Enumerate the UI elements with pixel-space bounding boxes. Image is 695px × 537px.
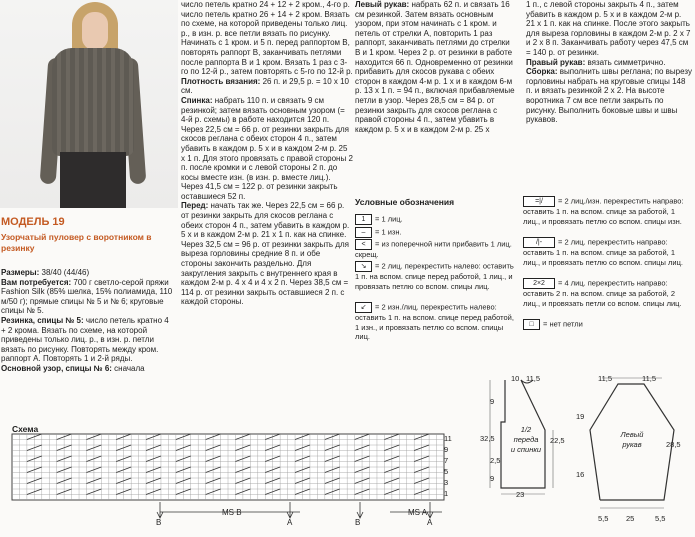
sleeve-right-285: 28,5 (666, 440, 681, 449)
legend-title: Условные обозначения (355, 197, 455, 207)
paragraph (181, 201, 353, 307)
paragraph (1, 278, 173, 316)
paragraph-heading: Перед: (181, 201, 209, 211)
paragraph-text: сначала (111, 363, 145, 373)
front-left-325: 32,5 (480, 434, 495, 443)
front-top-m: 11,5 (526, 374, 541, 383)
paragraph-heading: Вам потребуется: (1, 277, 72, 287)
paragraph-text: 1 п., с левой стороны закрыть 4 п., затем убавить в каждом р. 5 х и в каждом 2-м р. 21 х 1 п. как на спинке. После этого закрыть для выреза горловины в каждом 2-м р. 2 х 7 и 2 х 8 п. Заканчивать работу через 47,5 см = 140 р. от резинки. (526, 0, 691, 57)
sleeve-bottom-m: 25 (626, 514, 635, 523)
paragraph (526, 58, 692, 68)
label-ms-a: MS A (408, 508, 428, 517)
sleeve-top-r: 11,5 (642, 374, 657, 383)
legend-text: = из поперечной нити прибавить 1 лиц. скрещ. (355, 239, 512, 259)
row-number: 1 (444, 489, 449, 498)
paragraph-heading: Резинка, спицы № 5: (1, 315, 84, 325)
label-a-mid: A (287, 518, 293, 527)
front-right-225: 22,5 (550, 436, 565, 445)
text-col-3 (355, 0, 517, 134)
legend-symbol: /|- (523, 237, 555, 248)
sleeve-bottom-r: 5,5 (655, 514, 666, 523)
legend-text: = нет петли (543, 319, 583, 329)
legend-symbol: □ (523, 319, 540, 330)
legend-text: = 2 лиц. перекрестить направо: оставить 1 п. на вспом. спице за работой, 1 лиц., и провязать петлю со вспом. спицы лиц. (523, 237, 683, 267)
legend-item (355, 227, 519, 238)
text-col-2 (181, 0, 353, 307)
legend-symbol: ↙ (355, 302, 372, 313)
model-title: МОДЕЛЬ 19 (1, 216, 65, 228)
paragraph-text: 26 п. и 29,5 р. = 10 х 10 см. (181, 76, 349, 96)
front-bottom-9: 9 (490, 474, 495, 483)
paragraph-text: выполнить швы реглана; по вырезу горловины набрать на круговые спицы 148 п. и вязать резинкой 2 х 2. На высоте воротника 7 см все петли закрыть по рисунку. Выполнить боковые швы и швы рукавов. (526, 67, 692, 125)
paragraph-heading: Сборка: (526, 67, 558, 77)
paragraph-heading: Левый рукав: (355, 0, 410, 9)
paragraph-text: число петель кратно 4 + 2 крома. Вязать по схеме, на которой приведены только лиц. р., в изн. р. петли вязать по рисунку. Повторять между кром. раппорт А. Повторять 1 и 2-й ряды. (1, 315, 169, 364)
label-ms-b: MS B (222, 508, 242, 517)
sleeve-mid-label: Левый рукав (620, 430, 644, 449)
legend-item (523, 319, 691, 330)
paragraph-text: 700 г светло-серой пряжи Fashion Silk (85% шелка, 15% полиамида, 110 м/50 г); прямые спицы № 5 и № 6; круговые спицы № 5. (1, 277, 173, 316)
legend-symbol: 1 (355, 214, 372, 225)
legend-symbol: – (355, 227, 372, 238)
row-number: 5 (444, 467, 449, 476)
legend-item (355, 239, 519, 260)
label-a-right: A (427, 518, 433, 527)
legend-item (523, 196, 691, 226)
legend-item (355, 302, 519, 342)
paragraph (526, 0, 692, 58)
model-subtitle: Узорчатый пуловер с воротником в резинку (1, 232, 152, 253)
paragraph (1, 268, 173, 278)
paragraph (1, 364, 173, 374)
front-top-l: 10 (511, 374, 520, 383)
paragraph (181, 77, 353, 96)
legend-symbol: < (355, 239, 372, 250)
row-number: 3 (444, 478, 449, 487)
legend-text: = 2 лиц. перекрестить налево: оставить 1 п. на вспом. спице перед работой, 1 лиц., и провязать петлю со вспом. спицы лиц. (355, 261, 514, 291)
legend-text: = 4 лиц. перекрестить направо: оставить 2 п. на вспом. спице за работой, 2 лиц., и провязать петли со вспом. спицы лиц. (523, 278, 682, 308)
row-number: 9 (444, 445, 449, 454)
sleeve-left-16: 16 (576, 470, 585, 479)
legend-symbol: ↘ (355, 261, 372, 272)
paragraph-heading: Правый рукав: (526, 57, 586, 67)
legend-item (523, 278, 691, 308)
paragraph-heading: Основной узор, спицы № 6: (1, 363, 112, 373)
label-b-right: B (355, 518, 361, 527)
legend-text: = 1 лиц. (375, 214, 403, 224)
row-number: 11 (444, 434, 452, 443)
paragraph-text: вязать симметрично. (585, 57, 666, 67)
paragraph-text: набрать 110 п. и связать 9 см резинкой; затем вязать основным узором (= 4-й р. схемы) в работе находится 120 п. Через 22,5 см = 66 р. от резинки закрыть для скосов реглана с обеих сторон 4 п., затем убавить в каждом р. 5 х и в каждом 2-м р. 25 х 1 п. Для этого провязать с правой стороны 2 п. после кромки и с левой стороны 2 п. до косы вместе изн. (в изн. р. вместе лиц.). Через 41,5 см = 122 р. от резинки закрыть оставшиеся 52 п. (181, 95, 353, 201)
legend-item (355, 214, 519, 225)
front-left-25: 2,5 (490, 456, 501, 465)
paragraph-text: набрать 62 п. и связать 16 см резинкой. Затем вязать основным узором, при этом начинать с 1 кром. и петель от стрелки А, повторить 1 раз раппорт, заканчивать петлями до стрелки В и 1 кром. Через 2 р. от резинки в работе находится 66 п. Одновременно от резинки прибавить для скосов рукава с обеих сторон в каждом 4-м р. 1 х и в каждом 6-м р. 13 х 1 п. = 94 п., включая прибавляемые петли в узор. Через 28,5 см = 84 р. от резинки закрыть для скосов реглана с правой стороны 4 п., затем убавить в каждом р. 5 х и в каждом 2-м р. 25 х (355, 0, 515, 134)
paragraph (181, 0, 353, 77)
sleeve-top-l: 11,5 (598, 374, 613, 383)
legend-text: = 1 изн. (375, 226, 402, 236)
front-left-9: 9 (490, 397, 495, 406)
paragraph-heading: Плотность вязания: (181, 76, 261, 86)
paragraph-text: 38/40 (44/46) (39, 268, 90, 277)
legend-symbol: =|/ (523, 196, 555, 207)
paragraph-heading: Размеры: (1, 268, 40, 277)
label-b-left: B (156, 518, 162, 527)
front-mid-label: 1/2 переда и спинки (510, 425, 542, 454)
sleeve-left-19: 19 (576, 412, 585, 421)
paragraph-heading: Спинка: (181, 95, 213, 105)
paragraph-text: число петель кратно 24 + 12 + 2 кром., 4-го р. число петель кратно 26 + 14 + 2 кром. Вязать по схеме, на которой приведены только лиц. р., в изн. р. все петли вязать по рисунку. Начинать с 1 кром. и 5 п. перед раппортом В, повторять раппорт В, заканчивать петлями после раппорта В и 1 кром. Вязать 1 раз с 3-го по 12-й р., затем повторять с 5-го по 12-й р. (181, 0, 353, 77)
legend-text: = 2 изн./лиц. перекрестить налево: оставить 1 п. на вспом. спице перед работой, 1 изн., и провязать петлю со вспом. спицы лиц. (355, 302, 514, 341)
text-col-1 (1, 268, 173, 374)
paragraph (181, 96, 353, 202)
legend-text: = 2 лиц./изн. перекрестить направо: оставить 1 п. на вспом. спице за работой, 1 лиц., и провязать петлю со вспом. спицы изн. (523, 196, 684, 226)
paragraph-text: начать так же. Через 22,5 см = 66 р. от резинки закрыть для скосов реглана с обеих сторон 4 п., затем убавить в каждом р. 5 х и в каждом 2-м р. 21 х 1 п. как на спинке. Через 32,5 см = 96 р. от резинки закрыть для выреза горловины средние 8 п. и обе стороны закончить раздельно. Для закругления закрыть с внутреннего края в каждом 2-м р. 4 х 4 и 4 х 2 п. Через 38,5 см = 114 р. от резинки закрыть оставшиеся 2 п. с каждой стороны. (181, 201, 350, 307)
front-bottom-23: 23 (516, 490, 525, 499)
legend-symbol: 2×2 (523, 278, 555, 289)
row-number: 7 (444, 456, 449, 465)
schema-title: Схема (12, 424, 39, 434)
legend-item (523, 237, 691, 267)
sleeve-bottom-l: 5,5 (598, 514, 609, 523)
paragraph (1, 316, 173, 364)
legend-item (355, 261, 519, 291)
paragraph (526, 67, 692, 125)
text-col-4 (526, 0, 692, 125)
model-photo (0, 0, 178, 208)
paragraph (355, 0, 517, 134)
